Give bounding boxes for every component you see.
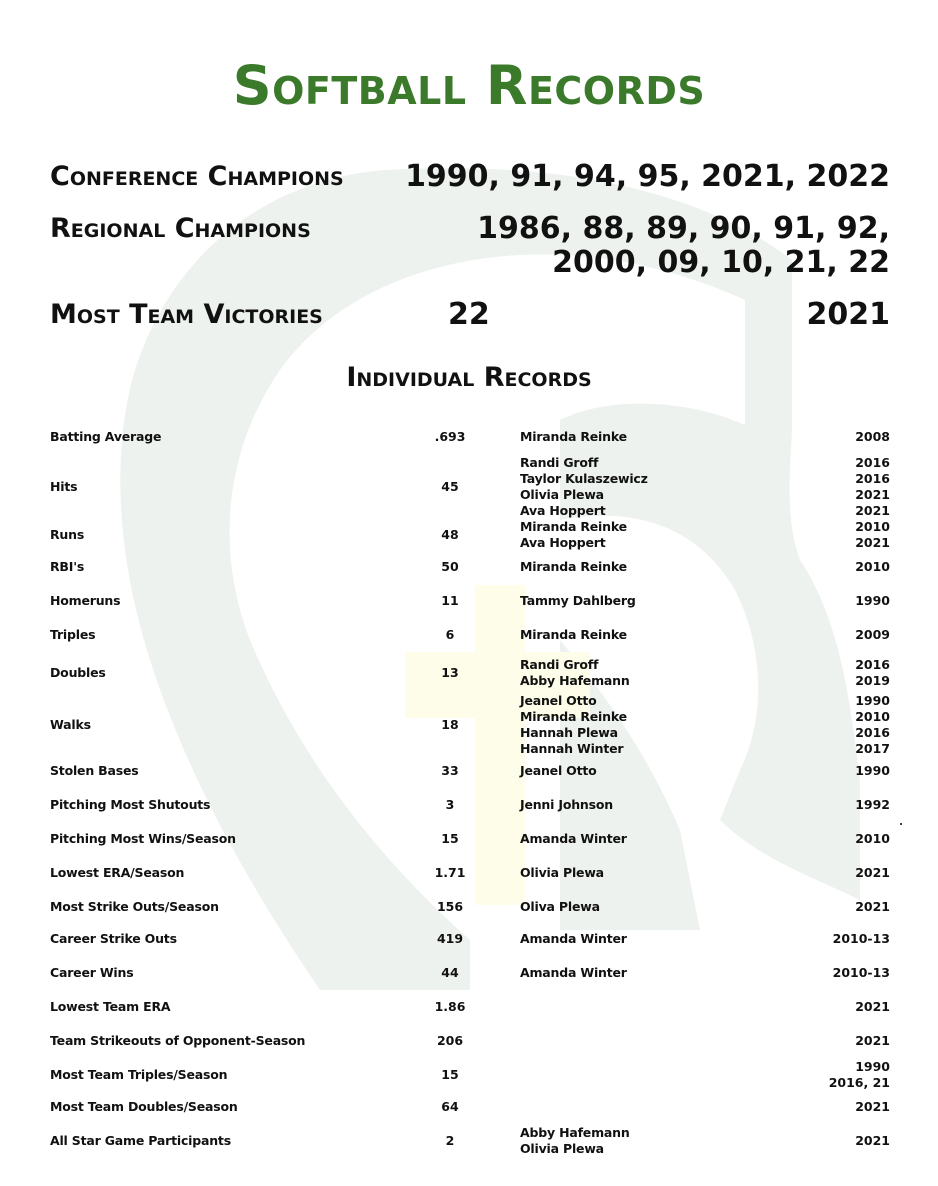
record-holder-name: Randi Groff — [520, 657, 599, 672]
record-value: 44 — [441, 965, 459, 980]
record-value: 48 — [441, 527, 459, 542]
record-row — [50, 899, 890, 915]
regional-champions-label: Regional Champions — [50, 213, 311, 244]
record-year: 2010 — [855, 519, 890, 534]
record-year: 2016 — [855, 471, 890, 486]
record-holder-name: Miranda Reinke — [520, 627, 627, 642]
record-value: 64 — [441, 1099, 459, 1114]
record-label: Most Team Doubles/Season — [50, 1099, 238, 1114]
record-value: 1.71 — [434, 865, 466, 880]
record-row — [50, 831, 890, 847]
record-years — [730, 797, 890, 813]
record-holders — [520, 965, 760, 981]
record-value: .693 — [434, 429, 466, 444]
record-row — [50, 657, 890, 689]
record-row — [50, 797, 890, 813]
record-holder-name: Miranda Reinke — [520, 429, 627, 444]
record-value: 156 — [436, 899, 464, 914]
record-label: Lowest Team ERA — [50, 999, 171, 1014]
record-holder-name: Taylor Kulaszewicz — [520, 471, 648, 486]
record-years — [730, 559, 890, 575]
record-row — [50, 593, 890, 609]
record-holders — [520, 763, 760, 779]
record-holder-name: Jenni Johnson — [520, 797, 613, 812]
record-label: Team Strikeouts of Opponent-Season — [50, 1033, 306, 1048]
record-year: 2021 — [855, 487, 890, 502]
record-holder-name: Ava Hoppert — [520, 535, 606, 550]
record-holder-name: Miranda Reinke — [520, 559, 627, 574]
record-year: 2010-13 — [832, 965, 890, 980]
regional-champions-years-line-2: 2000, 09, 10, 21, 22 — [552, 245, 890, 280]
record-value: 13 — [441, 665, 459, 680]
record-years — [730, 1059, 890, 1091]
record-holders — [520, 519, 760, 551]
record-years — [730, 999, 890, 1015]
record-row — [50, 1059, 890, 1091]
record-year: 2016 — [855, 455, 890, 470]
regional-champions-years-line-1: 1986, 88, 89, 90, 91, 92, — [477, 211, 890, 246]
record-value: 419 — [436, 931, 464, 946]
record-holder-name: Jeanel Otto — [520, 693, 597, 708]
record-row — [50, 865, 890, 881]
conference-champions-years: 1990, 91, 94, 95, 2021, 2022 — [405, 159, 890, 194]
record-holders — [520, 559, 760, 575]
record-years — [730, 593, 890, 609]
record-label: Runs — [50, 527, 85, 542]
record-year: 2021 — [855, 865, 890, 880]
record-years — [730, 1033, 890, 1049]
record-holders — [520, 831, 760, 847]
record-label: Lowest ERA/Season — [50, 865, 185, 880]
record-years — [730, 627, 890, 643]
record-value: 11 — [441, 593, 459, 608]
conference-champions-label: Conference Champions — [50, 161, 344, 192]
record-row — [50, 429, 890, 445]
record-years — [730, 763, 890, 779]
record-value: 33 — [441, 763, 459, 778]
record-label: Batting Average — [50, 429, 162, 444]
record-year: 1990 — [855, 1059, 890, 1074]
record-years — [730, 865, 890, 881]
record-holders — [520, 797, 760, 813]
record-holders — [520, 657, 760, 689]
record-year: 2009 — [855, 627, 890, 642]
record-label: Doubles — [50, 665, 106, 680]
record-label: All Star Game Participants — [50, 1133, 231, 1148]
record-label: Career Strike Outs — [50, 931, 177, 946]
record-label: Career Wins — [50, 965, 134, 980]
record-row — [50, 559, 890, 575]
record-years — [730, 657, 890, 689]
record-holder-name: Olivia Plewa — [520, 487, 604, 502]
record-year: 2010 — [855, 709, 890, 724]
record-year: 2008 — [855, 429, 890, 444]
record-year: 1992 — [855, 797, 890, 812]
record-years — [730, 455, 890, 519]
record-years — [730, 965, 890, 981]
record-year: 2016, 21 — [828, 1075, 890, 1090]
record-label: Homeruns — [50, 593, 121, 608]
record-value: 2 — [445, 1133, 455, 1148]
record-label: Hits — [50, 479, 78, 494]
record-row — [50, 455, 890, 519]
individual-records-heading: Individual Records — [346, 362, 592, 393]
record-label: Most Strike Outs/Season — [50, 899, 219, 914]
record-holder-name: Amanda Winter — [520, 831, 627, 846]
record-holders — [520, 593, 760, 609]
record-holder-name: Olivia Plewa — [520, 1141, 604, 1156]
record-years — [730, 519, 890, 551]
record-years — [730, 1099, 890, 1115]
record-holder-name: Abby Hafemann — [520, 673, 630, 688]
record-holder-name: Oliva Plewa — [520, 899, 600, 914]
record-years — [730, 931, 890, 947]
record-year: 1990 — [855, 593, 890, 608]
record-label: Walks — [50, 717, 91, 732]
record-holders — [520, 1125, 760, 1157]
record-value: 1.86 — [434, 999, 466, 1014]
record-label: RBI's — [50, 559, 85, 574]
record-holders — [520, 693, 760, 757]
record-value: 15 — [441, 1067, 459, 1082]
record-holder-name: Miranda Reinke — [520, 709, 627, 724]
record-years — [730, 429, 890, 445]
record-row — [50, 627, 890, 643]
record-holders — [520, 429, 760, 445]
record-row — [50, 693, 890, 757]
record-holder-name: Hannah Winter — [520, 741, 624, 756]
record-years — [730, 693, 890, 757]
record-years — [730, 899, 890, 915]
record-year: 2010 — [855, 559, 890, 574]
most-team-victories-label: Most Team Victories — [50, 299, 323, 330]
most-team-victories-count: 22 — [448, 297, 490, 332]
record-holders — [520, 455, 760, 519]
record-year: 1990 — [855, 693, 890, 708]
record-holders — [520, 931, 760, 947]
most-team-victories-year: 2021 — [806, 297, 890, 332]
record-year: 2021 — [855, 999, 890, 1014]
record-row — [50, 763, 890, 779]
record-year: 2016 — [855, 657, 890, 672]
record-year: 2021 — [855, 1033, 890, 1048]
record-year: 2019 — [855, 673, 890, 688]
record-holder-name: Miranda Reinke — [520, 519, 627, 534]
record-value: 6 — [445, 627, 455, 642]
record-value: 206 — [436, 1033, 464, 1048]
record-row — [50, 999, 890, 1015]
record-holder-name: Ava Hoppert — [520, 503, 606, 518]
record-holder-name: Amanda Winter — [520, 965, 627, 980]
record-row — [50, 965, 890, 981]
record-years — [730, 831, 890, 847]
record-value: 18 — [441, 717, 459, 732]
record-label: Most Team Triples/Season — [50, 1067, 228, 1082]
record-value: 3 — [445, 797, 455, 812]
record-row — [50, 1033, 890, 1049]
record-year: 2010-13 — [832, 931, 890, 946]
record-years — [730, 1133, 890, 1149]
stray-dot — [900, 823, 902, 825]
record-row — [50, 1099, 890, 1115]
page-title: Softball Records — [232, 54, 706, 117]
record-label: Triples — [50, 627, 96, 642]
record-holder-name: Randi Groff — [520, 455, 599, 470]
record-label: Pitching Most Shutouts — [50, 797, 211, 812]
record-holder-name: Jeanel Otto — [520, 763, 597, 778]
record-year: 2021 — [855, 503, 890, 518]
record-year: 2021 — [855, 899, 890, 914]
record-year: 2021 — [855, 535, 890, 550]
record-holders — [520, 627, 760, 643]
record-year: 2021 — [855, 1133, 890, 1148]
record-value: 45 — [441, 479, 459, 494]
record-holder-name: Tammy Dahlberg — [520, 593, 636, 608]
record-value: 50 — [441, 559, 459, 574]
record-holders — [520, 899, 760, 915]
record-label: Pitching Most Wins/Season — [50, 831, 236, 846]
record-holders — [520, 865, 760, 881]
record-year: 2021 — [855, 1099, 890, 1114]
record-year: 1990 — [855, 763, 890, 778]
record-year: 2010 — [855, 831, 890, 846]
record-holder-name: Abby Hafemann — [520, 1125, 630, 1140]
record-row — [50, 1125, 890, 1157]
record-holder-name: Amanda Winter — [520, 931, 627, 946]
record-row — [50, 931, 890, 947]
record-row — [50, 519, 890, 551]
record-year: 2016 — [855, 725, 890, 740]
record-holder-name: Hannah Plewa — [520, 725, 618, 740]
record-label: Stolen Bases — [50, 763, 139, 778]
record-value: 15 — [441, 831, 459, 846]
record-year: 2017 — [855, 741, 890, 756]
record-holder-name: Olivia Plewa — [520, 865, 604, 880]
